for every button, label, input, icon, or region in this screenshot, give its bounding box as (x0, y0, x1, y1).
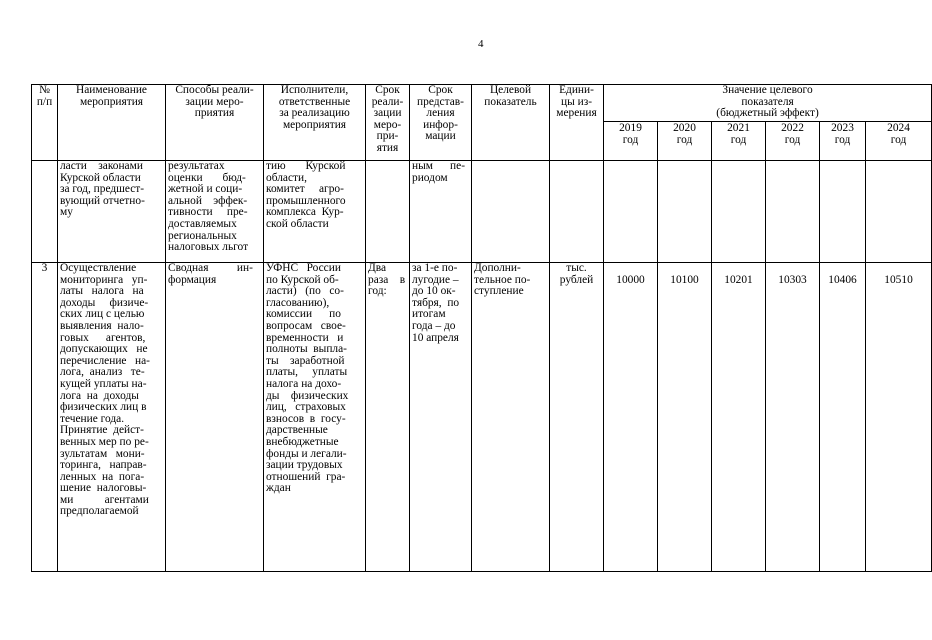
cell-executors: тию Курской области, комитет агро- промышленного комплекса Кур- ской области (264, 161, 366, 263)
header-name: Наименование мероприятия (58, 85, 166, 161)
cell-num: 3 (32, 263, 58, 572)
header-year-2024: 2024 год (866, 122, 932, 161)
cell-num (32, 161, 58, 263)
cell-value-2022: 10303 (766, 263, 820, 572)
table-row (32, 161, 932, 263)
cell-target (472, 161, 550, 263)
header-target: Целевой показатель (472, 85, 550, 161)
header-year-2022: 2022 год (766, 122, 820, 161)
cell-name: Осуществление мониторинга уп- латы налога на доходы физиче- ских лиц с целью выявления нало- говых агентов, допускающих не перечисление на- лога, анализ те- кущей уплаты на- лога на доходы физических лиц в течение года. Принятие дейст- венных мер по ре- зультатам мони- торинга, направ- ленных на пога- шение налоговы- ми агентами предполагаемой (58, 263, 166, 572)
header-value-group: Значение целевого показателя (бюджетный эффект) (604, 85, 932, 122)
header-year-2020: 2020 год (658, 122, 712, 161)
cell-term: Два раза в год: (366, 263, 410, 572)
cell-target: Дополни- тельное по- ступление (472, 263, 550, 572)
header-unit: Едини- цы из- мерения (550, 85, 604, 161)
cell-name: ласти законами Курской области за год, предшест- вующий отчетно- му (58, 161, 166, 263)
cell-value-2019 (604, 161, 658, 263)
cell-report-term: за 1-е по- лугодие – до 10 ок- тября, по итогам года – до 10 апреля (410, 263, 472, 572)
measures-table (31, 84, 932, 572)
cell-report-term: ным пе- риодом (410, 161, 472, 263)
header-methods: Способы реали- зации меро- приятия (166, 85, 264, 161)
cell-value-2024 (866, 161, 932, 263)
cell-unit (550, 161, 604, 263)
cell-term (366, 161, 410, 263)
header-year-2023: 2023 год (820, 122, 866, 161)
cell-methods: результатах оценки бюд- жетной и соци- альной эффек- тивности пре- доставляемых региональных налоговых льгот (166, 161, 264, 263)
cell-value-2021: 10201 (712, 263, 766, 572)
table-row (32, 263, 932, 572)
cell-value-2022 (766, 161, 820, 263)
header-term: Срок реали- зации меро- при- ятия (366, 85, 410, 161)
cell-value-2020: 10100 (658, 263, 712, 572)
table-header (32, 85, 932, 161)
header-year-2021: 2021 год (712, 122, 766, 161)
header-report-term: Срок представ- ления инфор- мации (410, 85, 472, 161)
header-num: № п/п (32, 85, 58, 161)
cell-methods: Сводная ин- формация (166, 263, 264, 572)
cell-value-2020 (658, 161, 712, 263)
cell-executors: УФНС России по Курской об- ласти) (по со- гласованию), комиссии по вопросам свое- временности и полноты выпла- ты заработной платы, уплаты налога на дохо- ды физических лиц, страховых взносов в госу- дарственные внебюджетные фонды и легали- зации трудовых отношений гра- ждан (264, 263, 366, 572)
cell-value-2024: 10510 (866, 263, 932, 572)
cell-value-2023: 10406 (820, 263, 866, 572)
header-year-2019: 2019 год (604, 122, 658, 161)
cell-value-2019: 10000 (604, 263, 658, 572)
cell-value-2021 (712, 161, 766, 263)
cell-unit: тыс. рублей (550, 263, 604, 572)
header-executors: Исполнители, ответственные за реализацию мероприятия (264, 85, 366, 161)
page-number: 4 (478, 38, 484, 50)
cell-value-2023 (820, 161, 866, 263)
